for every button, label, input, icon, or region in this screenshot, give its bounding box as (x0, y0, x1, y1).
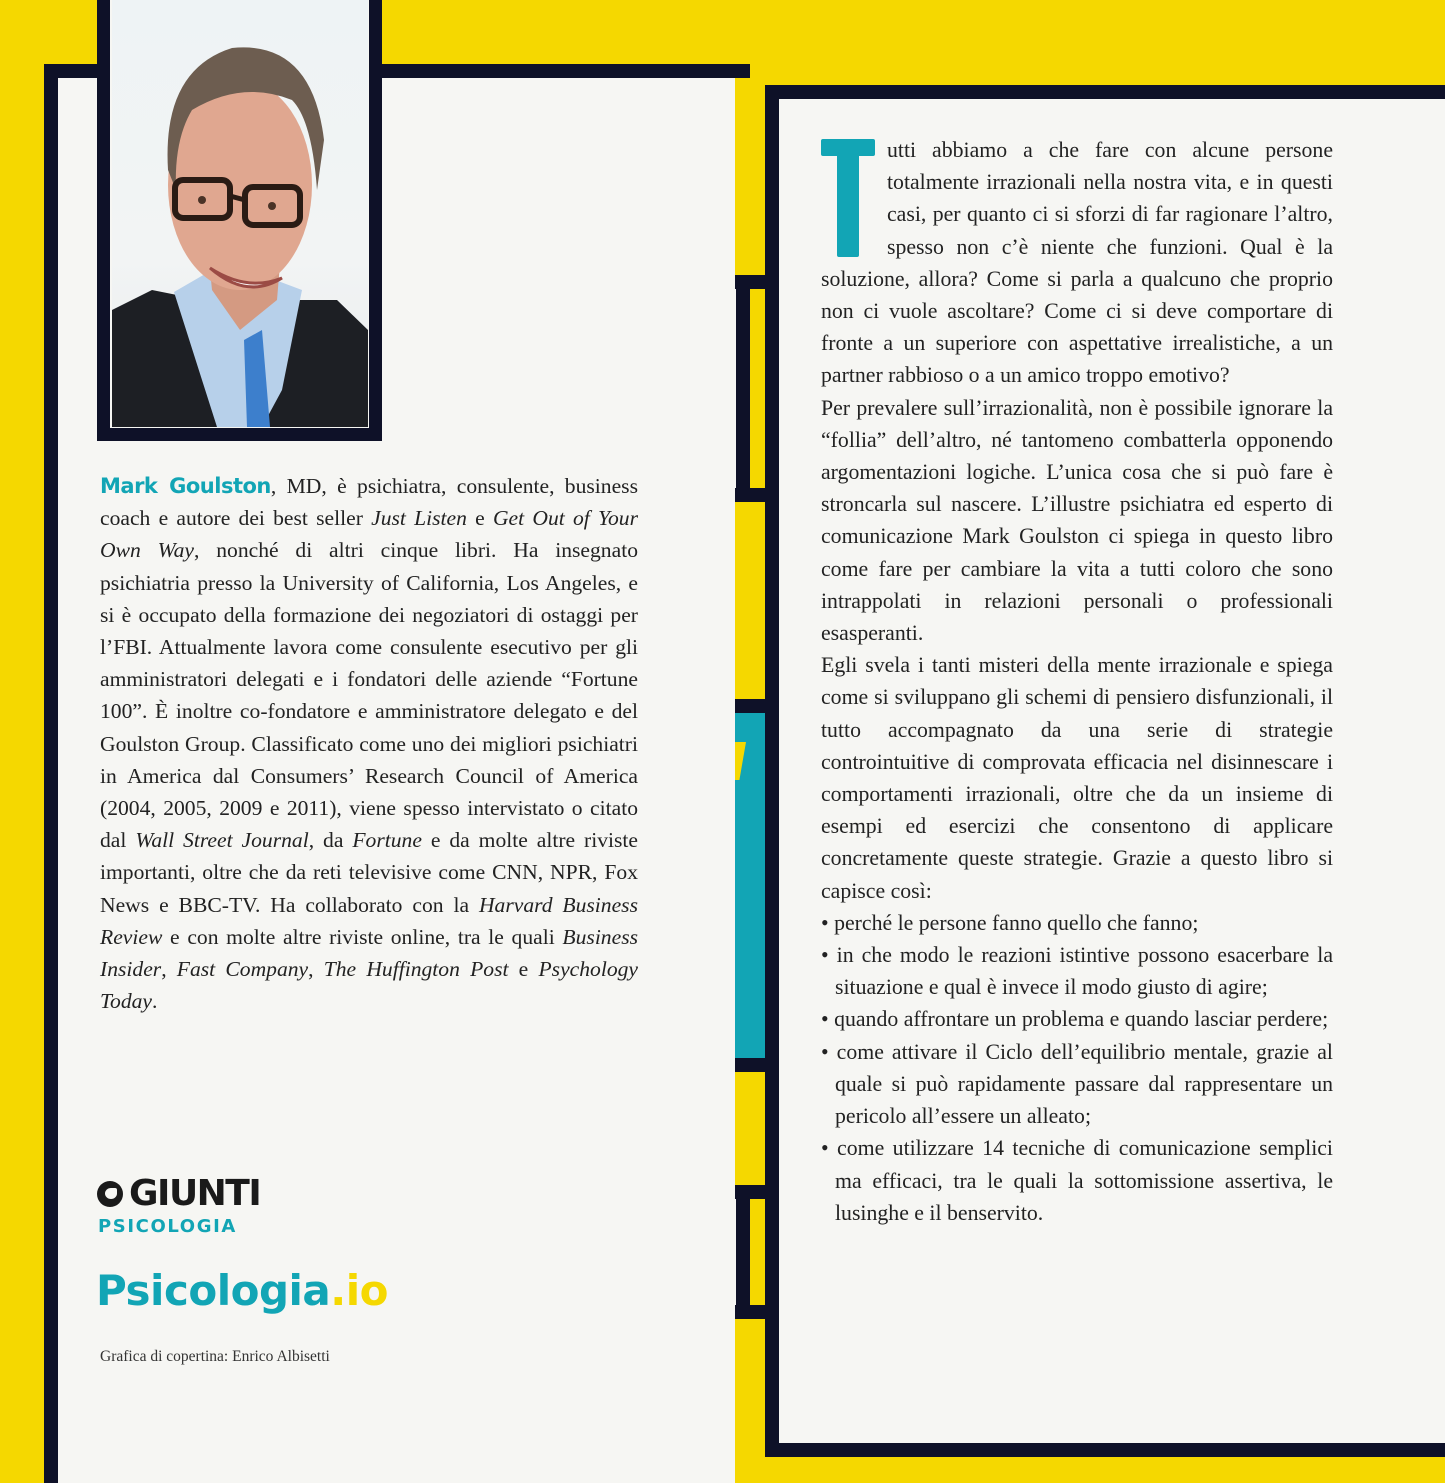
publication-title: Harvard Business Review (100, 892, 638, 949)
publication-title: Psychology Today (100, 957, 639, 1014)
blurb-bullet: • perché le persone fanno quello che fanno; (821, 910, 1199, 935)
bottom-yellow (750, 1457, 1445, 1483)
publication-title: Fast Company (176, 957, 309, 982)
author-name: Mark Goulston (100, 474, 271, 498)
publication-title: Business Insider (100, 924, 638, 982)
publication-title: The Huffington Post (323, 957, 509, 982)
blurb-paragraph-3: Egli svela i tanti misteri della mente irrazionale e spiega come si sviluppano gli schemi di pensiero disfunzionali, il tutto accompagnato da una serie di strategie controintuitive di comprovata efficacia nel disinnescare i comportamenti irrazionali, oltre che da un insieme di esempi ed esercizi che consentono di applicare concretamente queste strategie. Grazie a questo libro si capisce così: (821, 653, 1333, 903)
giunti-logo-subtitle: PSICOLOGIA (98, 1216, 237, 1237)
book-title: Just Listen (371, 506, 467, 531)
giunti-swirl-icon (97, 1181, 123, 1207)
strip-divider-6 (735, 1305, 765, 1319)
publication-title: Wall Street Journal (135, 828, 309, 853)
blurb-bullet: • come attivare il Ciclo dell’equilibrio mentale, grazie al quale si può rapidamente passare dal rappresentare un pericolo all’essere un alleato; (821, 1039, 1333, 1129)
blurb-paragraph-1: utti abbiamo a che fare con alcune persone totalmente irrazionali nella nostra vita, e in questi casi, per quanto ci si sforzi di far ragionare l’altro, spesso non c’è niente che funzioni. Qual è la soluzione, allora? Come si parla a qualcuno che proprio non ci vuole ascoltare? Come ci si deve comportare di fronte a un superiore con aspettative irrealistiche, a un partner rabbioso o a un amico troppo emotivo? (821, 138, 1333, 388)
giunti-logo-text: GIUNTI (129, 1173, 261, 1214)
book-title: Get Out of Your Own Way (100, 506, 638, 563)
strip-divider-5 (735, 1185, 765, 1199)
blurb-bullet: • come utilizzare 14 tecniche di comunicazione semplici ma efficaci, tra le quali la sottomissione assertiva, le lusinghe e il benservito. (821, 1136, 1333, 1225)
giunti-logo (97, 1173, 261, 1214)
psicologia-io-logo: Psicologia.io (96, 1266, 388, 1315)
strip-block-yellow-3 (735, 1072, 765, 1185)
author-portrait-illustration (112, 0, 368, 427)
drop-cap (821, 139, 877, 259)
book-blurb (821, 134, 1333, 1229)
publication-title: Fortune (352, 828, 422, 853)
cover-design-credit: Grafica di copertina: Enrico Albisetti (100, 1348, 330, 1365)
strip-divider-2 (735, 488, 765, 502)
blurb-bullet: • quando affrontare un problema e quando lasciar perdere; (821, 1007, 1329, 1032)
strip-divider-4 (735, 1058, 765, 1072)
strip-divider-1 (735, 275, 765, 289)
blurb-paragraph-2: Per prevalere sull’irrazionalità, non è possibile ignorare la “follia” dell’altro, né tantomeno combatterla opponendo argomentazioni logiche. L’unica cosa che si può fare è stroncarla sul nascere. L’illustre psichiatra ed esperto di comunicazione Mark Goulston ci spiega in questo libro come fare per cambiare la vita a tutti coloro che sono intrappolati in relazioni personali o professionali esasperanti. (821, 395, 1333, 646)
strip-divider-3 (735, 699, 765, 713)
author-photo (112, 0, 368, 427)
author-bio: Mark Goulston, MD, è psichiatra, consulente, business coach e autore dei best seller Just Listen e Get Out of Your Own Way, nonché di altri cinque libri. Ha insegnato psichiatria presso la University of California, Los Angeles, e si è occupato della formazione dei negoziatori di ostaggi per l’FBI. Attualmente lavora come consulente esecutivo per gli amministratori delegati e i fondatori delle aziende “Fortune 100”. È inoltre co-fondatore e amministratore delegato e del Goulston Group. Classificato come uno dei migliori psichiatri in America dal Consumers’ Research Council of America (2004, 2005, 2009 e 2011), viene spesso intervistato o citato dal Wall Street Journal, da Fortune e da molte altre riviste importanti, oltre che da reti televisive come CNN, NPR, Fox News e BBC-TV. Ha collaborato con la Harvard Business Review e con molte altre riviste online, tra le quali Business Insider, Fast Company, The Huffington Post e Psychology Today. (100, 474, 639, 1014)
strip-block-yellow-2 (735, 502, 765, 699)
strip-block-yellow-1 (735, 78, 765, 275)
blurb-bullet: • in che modo le reazioni istintive possono esacerbare la situazione e qual è invece il modo giusto di agire; (821, 943, 1333, 1000)
